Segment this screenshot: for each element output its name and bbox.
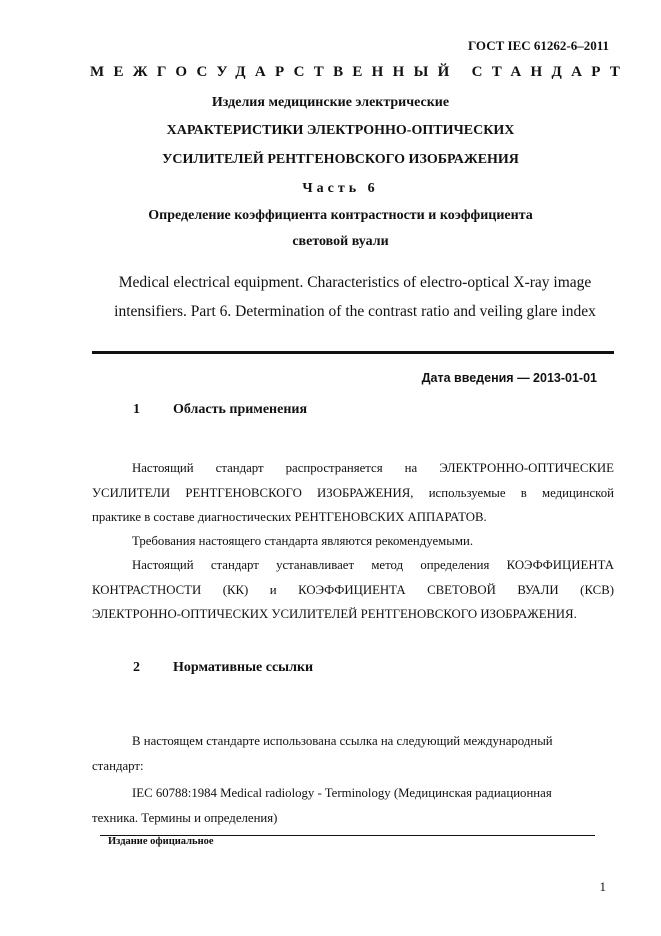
page-number: 1 xyxy=(599,879,606,894)
section-2-paragraph-1 xyxy=(92,729,592,778)
interstate-standard-banner: МЕЖГОСУДАРСТВЕННЫЙ СТАНДАРТ xyxy=(90,64,630,80)
section-1-paragraph-1 xyxy=(92,456,614,530)
paragraph-line: практике в составе диагностических РЕНТГЕНОВСКИХ АППАРАТОВ. xyxy=(92,510,487,524)
title-divider xyxy=(92,351,614,354)
standard-code: ГОСТ IEC 61262-6–2011 xyxy=(467,38,609,53)
title-main-line1: ХАРАКТЕРИСТИКИ ЭЛЕКТРОННО-ОПТИЧЕСКИХ xyxy=(166,123,515,138)
section-1-paragraph-3 xyxy=(92,553,614,627)
title-subtitle-line2: световой вуали xyxy=(292,234,389,249)
title-category: Изделия медицинские электрические xyxy=(211,95,450,110)
paragraph-line: Настоящий стандарт устанавливает метод определения КОЭФФИЦИЕНТА xyxy=(132,558,614,572)
paragraph-line: УСИЛИТЕЛИ РЕНТГЕНОВСКОГО ИЗОБРАЖЕНИЯ, используемые в медицинской xyxy=(92,485,614,500)
paragraph-line: КОНТРАСТНОСТИ (КК) и КОЭФФИЦИЕНТА СВЕТОВОЙ ВУАЛИ (КСВ) xyxy=(92,582,614,597)
title-part: Часть 6 xyxy=(302,181,379,196)
title-subtitle-line1: Определение коэффициента контрастности и коэффициента xyxy=(148,208,533,223)
english-title-line1: Medical electrical equipment. Characteristics of electro-optical X-ray image xyxy=(118,274,592,291)
paragraph-line: В настоящем стандарте использована ссылка на следующий международный xyxy=(132,734,553,748)
section-2-number: 2 xyxy=(133,660,140,675)
paragraph-line: IEC 60788:1984 Medical radiology - Terminology (Медицинская радиационная xyxy=(132,786,552,800)
section-2-title: Нормативные ссылки xyxy=(173,660,314,675)
official-edition-label: Издание официальное xyxy=(108,836,214,847)
english-title-line2: intensifiers. Part 6. Determination of the contrast ratio and veiling glare index xyxy=(114,303,596,320)
section-1-number: 1 xyxy=(133,402,140,417)
title-main-line2: УСИЛИТЕЛЕЙ РЕНТГЕНОВСКОГО ИЗОБРАЖЕНИЯ xyxy=(162,152,519,167)
section-1-title: Область применения xyxy=(173,402,308,417)
paragraph-line: ЭЛЕКТРОННО-ОПТИЧЕСКИХ УСИЛИТЕЛЕЙ РЕНТГЕНОВСКОГО ИЗОБРАЖЕНИЯ. xyxy=(92,607,577,621)
paragraph-line: стандарт: xyxy=(92,758,144,773)
section-2-paragraph-2 xyxy=(92,781,592,830)
paragraph-line: Настоящий стандарт распространяется на ЭЛЕКТРОННО-ОПТИЧЕСКИЕ xyxy=(132,461,614,475)
section-1-paragraph-2: Требования настоящего стандарта являются рекомендуемыми. xyxy=(132,534,474,548)
english-title xyxy=(100,268,610,326)
paragraph-line: техника. Термины и определения) xyxy=(92,810,278,825)
introduction-date: Дата введения — 2013-01-01 xyxy=(421,371,597,385)
